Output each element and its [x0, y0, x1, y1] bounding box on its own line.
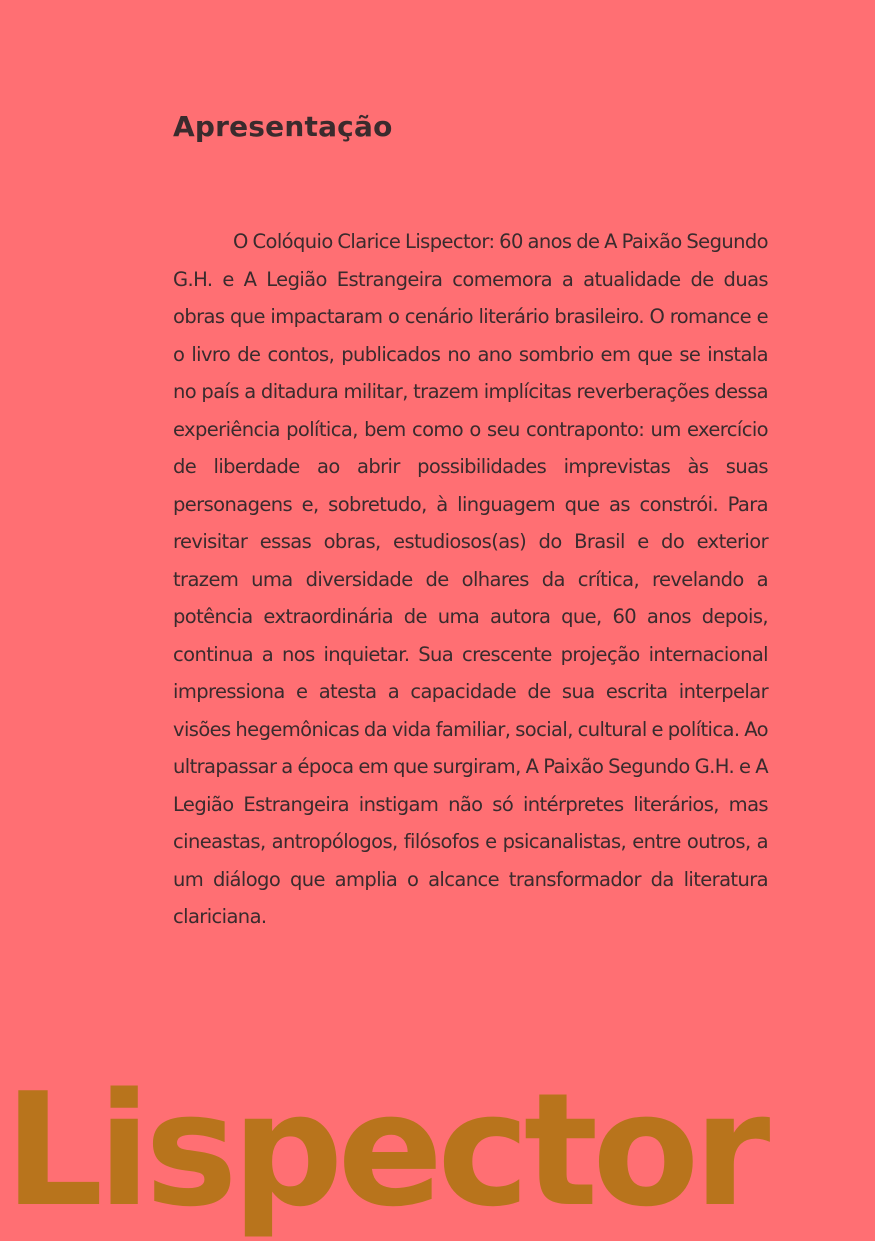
presentation-paragraph: O Colóquio Clarice Lispector: 60 anos de A Paixão Segundo G.H. e A Legião Estrangeira comemora a atualidade de duas obras que impactaram o cenário literário brasileiro. O romance e o livro de contos, publicados no ano sombrio em que se instala no país a ditadura militar, trazem implícitas reverberações dessa experiência política, bem como o seu contraponto: um exercício de liberdade ao abrir possibilidades imprevistas às suas personagens e, sobretudo, à linguagem que as constrói. Para revisitar essas obras, estudiosos(as) do Brasil e do exterior trazem uma diversidade de olhares da crítica, revelando a potência extraordinária de uma autora que, 60 anos depois, continua a nos inquietar. Sua crescente projeção internacional impressiona e atesta a capacidade de sua escrita interpelar visões hegemônicas da vida familiar, social, cultural e política. Ao ultrapassar a época em que surgiram, A Paixão Segundo G.H. e A Legião Estrangeira instigam não só intérpretes literários, mas cineastas, antropólogos, filósofos e psicanalistas, entre outros, a um diálogo que amplia o alcance transformador da literatura clariciana.: [173, 230, 768, 928]
page-title: Apresentação: [173, 110, 393, 143]
decorative-title-lispector: Lispector: [4, 1059, 765, 1241]
